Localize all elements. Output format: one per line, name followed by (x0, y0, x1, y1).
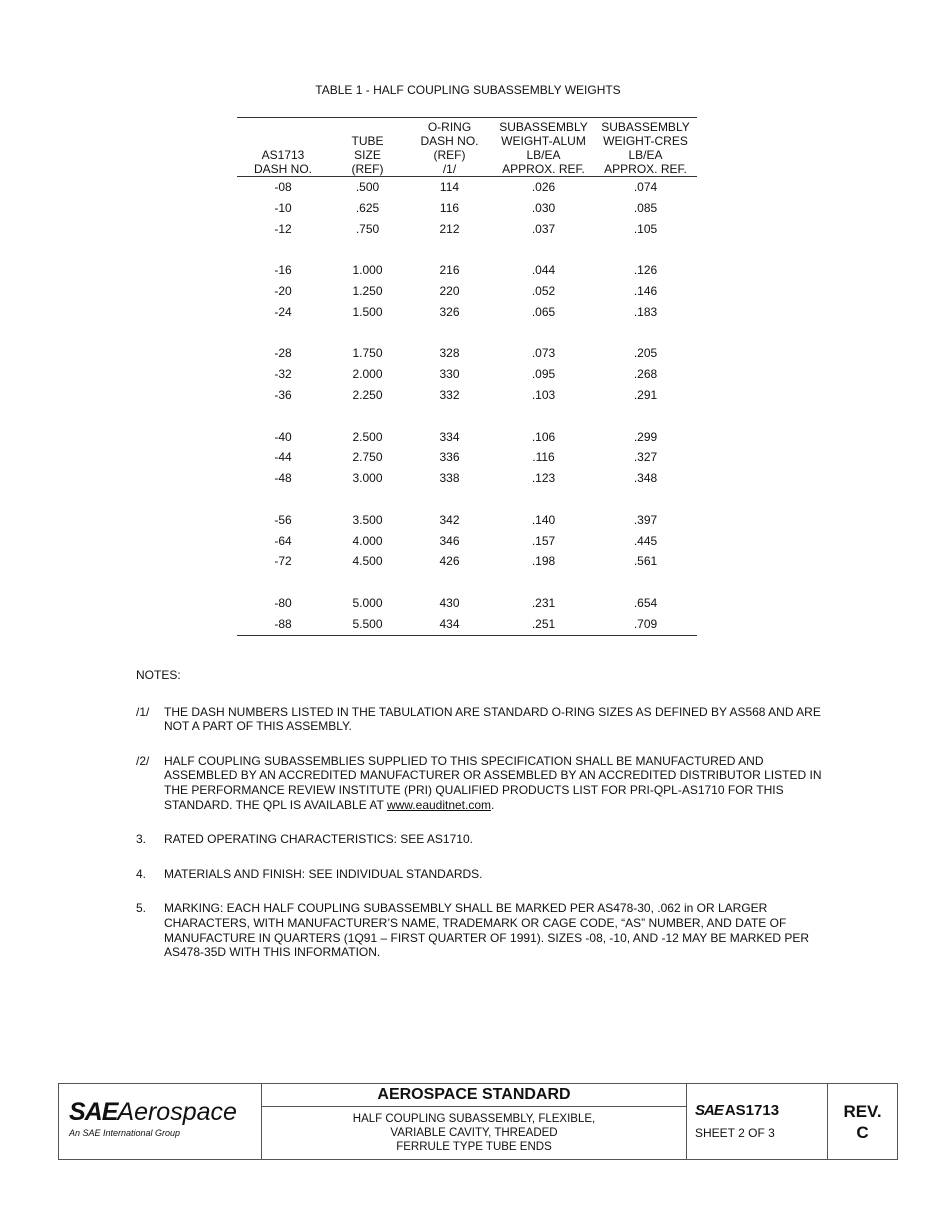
group-spacer (237, 489, 697, 510)
column-header-line: TUBE (351, 134, 384, 148)
table-cell: .709 (594, 614, 697, 635)
table-cell: .085 (633, 200, 658, 215)
column-header-line: DASH NO. (253, 162, 312, 176)
table-row (237, 260, 697, 281)
table-cell: 330 (439, 367, 460, 382)
table-cell: .251 (493, 614, 594, 635)
table-cell: .140 (531, 512, 556, 527)
table-cell: -88 (237, 614, 329, 635)
title-block (58, 1083, 898, 1160)
column-header-line: O-RING (427, 120, 472, 134)
table-cell: .348 (633, 471, 658, 486)
table-cell: 116 (439, 200, 460, 215)
logo-text: Aerospace (117, 1098, 237, 1126)
standard-title-cell (262, 1084, 687, 1159)
table-cell: .095 (531, 367, 556, 382)
table-title: TABLE 1 - HALF COUPLING SUBASSEMBLY WEIGHTS (315, 83, 621, 97)
note-punctuation: . (491, 797, 495, 812)
table-cell: 334 (439, 429, 460, 444)
table-cell: -24 (274, 304, 292, 319)
table-cell: .106 (531, 429, 556, 444)
column-header-line: /1/ (442, 162, 457, 176)
table-row (237, 593, 697, 614)
note-body: MATERIALS AND FINISH: SEE INDIVIDUAL STANDARDS. (164, 866, 483, 881)
note-text (164, 705, 836, 734)
table-cell: .445 (633, 533, 658, 548)
table-cell: 216 (439, 263, 460, 278)
revision-cell (828, 1084, 897, 1159)
column-header (329, 118, 406, 177)
table-cell: 1.500 (352, 304, 383, 319)
table-cell: .500 (355, 180, 380, 194)
table-cell: .105 (633, 221, 658, 236)
sae-aerospace-logo (59, 1084, 262, 1159)
table-body (237, 177, 697, 636)
column-header-line: APPROX. REF. (502, 162, 585, 176)
group-spacer (237, 572, 697, 593)
table-cell: .126 (633, 263, 658, 278)
table-cell: .291 (633, 387, 658, 402)
qpl-link[interactable]: www.eauditnet.com (386, 797, 492, 812)
table-cell: 4.000 (352, 533, 383, 548)
column-header-line: (REF) (433, 148, 466, 162)
table-cell: .103 (531, 387, 556, 402)
column-header-line: SIZE (354, 148, 381, 162)
table-cell: 114 (439, 180, 460, 194)
column-header (594, 118, 697, 177)
table-row (237, 510, 697, 531)
table-row (237, 468, 697, 489)
table-header-row (237, 118, 697, 177)
table-cell: 336 (439, 450, 460, 465)
note-item (136, 867, 836, 882)
notes-heading: NOTES: (136, 668, 181, 682)
column-header-line: WEIGHT-CRES (603, 134, 688, 148)
group-spacer (237, 406, 697, 427)
table-cell: .157 (531, 533, 556, 548)
table-cell: -12 (274, 221, 292, 236)
document-number-cell (687, 1084, 828, 1159)
table-cell: .146 (633, 283, 658, 298)
table-cell: .397 (633, 512, 658, 527)
note-body: HALF COUPLING SUBASSEMBLIES SUPPLIED TO THIS SPECIFICATION SHALL BE MANUFACTURED AND ASSEMBLED BY AN ACCREDITED MANUFACTURER OR ASSEMBLED BY AN ACCREDITED DISTRIBUTOR LISTED IN THE PERFORMANCE REVIEW INSTITUTE (PRI) QUALIFIED PRODUCTS LIST FOR PRI-QPL-AS1710 FOR THIS STANDARD. THE QPL IS AVAILABLE AT (164, 753, 822, 812)
notes-list (136, 705, 836, 960)
table-cell: .073 (531, 346, 556, 361)
table-row (237, 427, 697, 448)
table-cell: 1.250 (352, 283, 383, 298)
sae-mini-logo: SAE (695, 1102, 723, 1119)
table-cell: 220 (439, 283, 460, 298)
table-cell: 342 (439, 512, 460, 527)
table-cell: -08 (274, 180, 292, 194)
notes-section (136, 668, 836, 980)
table-cell: 2.500 (352, 429, 383, 444)
table-cell: 426 (439, 554, 460, 569)
table-row (237, 198, 697, 219)
standard-type: AEROSPACE STANDARD (262, 1084, 686, 1107)
column-header-line: (REF) (351, 162, 384, 176)
note-body: MARKING: EACH HALF COUPLING SUBASSEMBLY SHALL BE MARKED PER AS478-30, .062 in OR LARGER CHARACTERS, WITH MANUFACTURER’S NAME, TRADEMARK OR CAGE CODE, “AS” NUMBER, AND DATE OF MANUFACTURE IN QUARTERS (1Q91 – FIRST QUARTER OF 1991). SIZES -08, -10, AND -12 MAY BE MARKED PER AS478-35D WITH THIS INFORMATION. (164, 901, 810, 960)
document-description (262, 1107, 686, 1159)
table-cell: -16 (274, 263, 292, 278)
table-cell: 434 (406, 614, 493, 635)
note-item (136, 832, 836, 847)
table-cell: 328 (439, 346, 460, 361)
table-row (237, 177, 697, 198)
desc-line: FERRULE TYPE TUBE ENDS (396, 1141, 552, 1153)
table-row (237, 302, 697, 323)
column-header-line: SUBASSEMBLY (499, 120, 588, 134)
note-number: 4. (136, 866, 147, 881)
table-cell: .299 (633, 429, 658, 444)
table-cell: 5.500 (329, 614, 406, 635)
table-cell: .750 (355, 221, 380, 236)
revision-value: C (856, 1123, 869, 1142)
table-cell: 326 (439, 304, 460, 319)
table-cell: 212 (439, 221, 460, 236)
table-cell: .198 (531, 554, 556, 569)
note-item (136, 901, 836, 959)
column-header-line: WEIGHT-ALUM (501, 134, 586, 148)
table-cell: .065 (531, 304, 556, 319)
note-text (164, 867, 836, 882)
table-cell: 346 (439, 533, 460, 548)
column-header (406, 118, 493, 177)
group-spacer (237, 239, 697, 260)
table-cell: 1.750 (352, 346, 383, 361)
table-cell: .268 (633, 367, 658, 382)
table-cell: -64 (274, 533, 292, 548)
note-text (164, 832, 836, 847)
column-header-line: AS1713 (261, 148, 305, 162)
table-cell: 332 (439, 387, 460, 402)
column-header-line: APPROX. REF. (604, 162, 687, 176)
table-row (237, 219, 697, 240)
note-number: 3. (136, 832, 147, 847)
table-cell: .074 (633, 180, 658, 194)
table-cell: .327 (633, 450, 658, 465)
table-cell: -44 (274, 450, 292, 465)
group-spacer (237, 323, 697, 344)
weights-table (237, 117, 697, 636)
desc-line: VARIABLE CAVITY, THREADED (390, 1127, 558, 1139)
table-cell: 2.000 (352, 367, 383, 382)
table-cell: .037 (531, 221, 556, 236)
logo-subtitle: An SAE International Group (69, 1128, 181, 1138)
table-row (237, 343, 697, 364)
table-row (237, 385, 697, 406)
table-cell: .026 (531, 180, 556, 194)
table-row (237, 531, 697, 552)
table-row (237, 447, 697, 468)
note-number: 5. (136, 901, 147, 916)
note-number: /2/ (136, 753, 150, 768)
table-cell: 3.500 (352, 512, 383, 527)
column-header-line: DASH NO. (420, 134, 479, 148)
table-cell: .654 (633, 595, 658, 610)
table-cell: 4.500 (352, 554, 383, 569)
table-cell: -20 (274, 283, 292, 298)
table-cell: 430 (439, 595, 460, 610)
logo-bold: SAE (69, 1098, 118, 1126)
revision-label: REV. (843, 1102, 882, 1121)
note-text (164, 901, 836, 959)
note-number: /1/ (136, 704, 150, 719)
note-item (136, 705, 836, 734)
note-item (136, 754, 836, 812)
table-cell: -32 (274, 367, 292, 382)
table-cell: -10 (274, 200, 292, 215)
note-body: RATED OPERATING CHARACTERISTICS: SEE AS1710. (164, 832, 473, 847)
column-header-line: LB/EA (628, 148, 663, 162)
table-cell: .183 (633, 304, 658, 319)
table-cell: .231 (531, 595, 556, 610)
table-cell: .625 (355, 200, 380, 215)
table-cell: -36 (274, 387, 292, 402)
table-row (237, 281, 697, 302)
table-cell: 2.750 (352, 450, 383, 465)
table-cell: -80 (274, 595, 292, 610)
table-cell: .052 (531, 283, 556, 298)
table-cell: -40 (274, 429, 292, 444)
column-header-line: SUBASSEMBLY (601, 120, 690, 134)
table-row (237, 614, 697, 635)
table-cell: .123 (531, 471, 556, 486)
table-cell: 338 (439, 471, 460, 486)
desc-line: HALF COUPLING SUBASSEMBLY, FLEXIBLE, (352, 1113, 596, 1125)
table-cell: .205 (633, 346, 658, 361)
table-cell: 5.000 (352, 595, 383, 610)
note-text (164, 754, 836, 812)
table-row (237, 551, 697, 572)
note-body: THE DASH NUMBERS LISTED IN THE TABULATION ARE STANDARD O-RING SIZES AS DEFINED BY AS568 AND ARE NOT A PART OF THIS ASSEMBLY. (164, 704, 821, 734)
table-cell: 2.250 (352, 387, 383, 402)
table-cell: -28 (274, 346, 292, 361)
column-header-line: LB/EA (526, 148, 561, 162)
table-cell: .044 (531, 263, 556, 278)
table-row (237, 364, 697, 385)
table-cell: -48 (274, 471, 292, 486)
document-number: AS1713 (724, 1102, 780, 1119)
column-header (493, 118, 594, 177)
table-cell: .030 (531, 200, 556, 215)
column-header (237, 118, 329, 177)
table-cell: -56 (274, 512, 292, 527)
table-cell: 3.000 (352, 471, 383, 486)
table-cell: -72 (274, 554, 292, 569)
table-cell: .116 (532, 450, 555, 465)
sheet-number: SHEET 2 OF 3 (695, 1126, 775, 1140)
table-cell: .561 (633, 554, 658, 569)
table-cell: 1.000 (352, 263, 383, 278)
